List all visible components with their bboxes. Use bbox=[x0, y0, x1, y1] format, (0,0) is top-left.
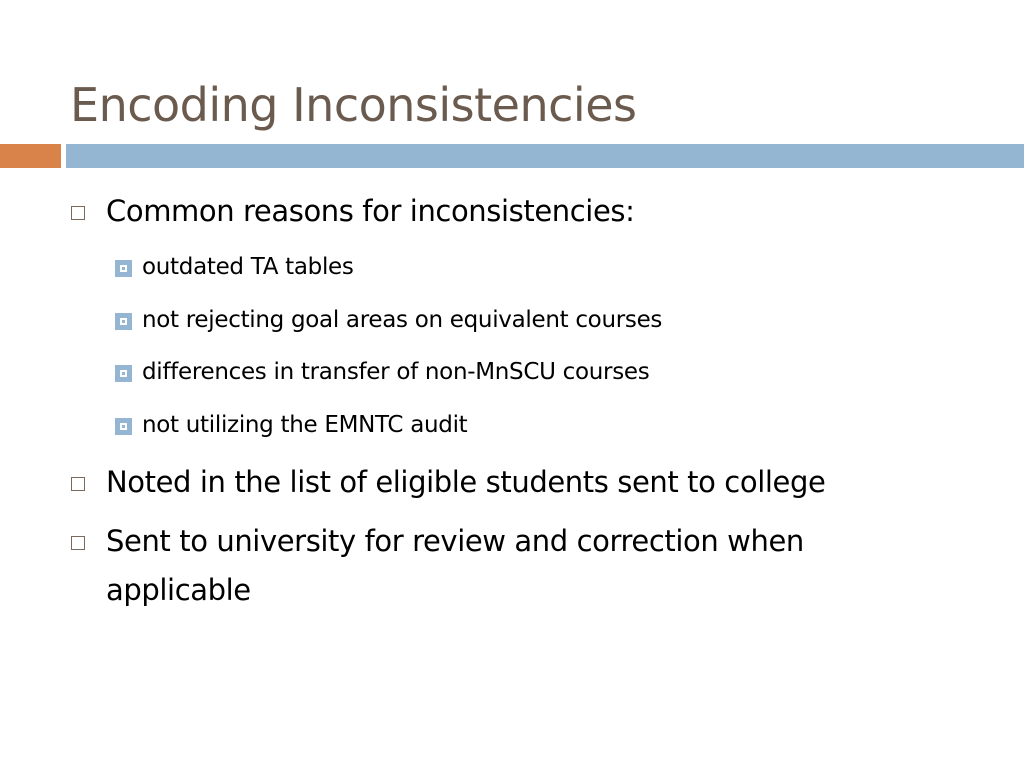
sub-bullet-emntc-audit bbox=[142, 410, 467, 440]
sub-bullet-outdated-ta-tables bbox=[142, 252, 354, 282]
bullet-text: Common reasons for inconsistencies: bbox=[106, 194, 635, 228]
sub-bullet-text: differences in transfer of non-MnSCU courses bbox=[142, 359, 650, 385]
sub-bullet-goal-areas bbox=[142, 305, 662, 335]
bullet-text: Noted in the list of eligible students sent to college bbox=[106, 465, 826, 499]
filled-square-bullet-icon bbox=[115, 365, 132, 382]
filled-square-bullet-icon bbox=[115, 260, 132, 277]
square-bullet-icon bbox=[71, 206, 85, 220]
slide-title: Encoding Inconsistencies bbox=[70, 78, 637, 132]
filled-square-bullet-icon bbox=[115, 418, 132, 435]
sub-bullet-text: not utilizing the EMNTC audit bbox=[142, 412, 468, 438]
sub-bullet-non-mnscu-transfer bbox=[142, 357, 649, 387]
sub-bullet-text: outdated TA tables bbox=[142, 254, 354, 280]
sub-bullet-text: not rejecting goal areas on equivalent courses bbox=[142, 307, 663, 333]
square-bullet-icon bbox=[71, 536, 85, 550]
bullet-noted-in-list bbox=[106, 458, 986, 507]
square-bullet-icon bbox=[71, 477, 85, 491]
bullet-text: Sent to university for review and correction when applicable bbox=[106, 524, 804, 607]
bullet-sent-to-university bbox=[106, 517, 936, 615]
filled-square-bullet-icon bbox=[115, 313, 132, 330]
bullet-common-reasons bbox=[106, 187, 986, 236]
